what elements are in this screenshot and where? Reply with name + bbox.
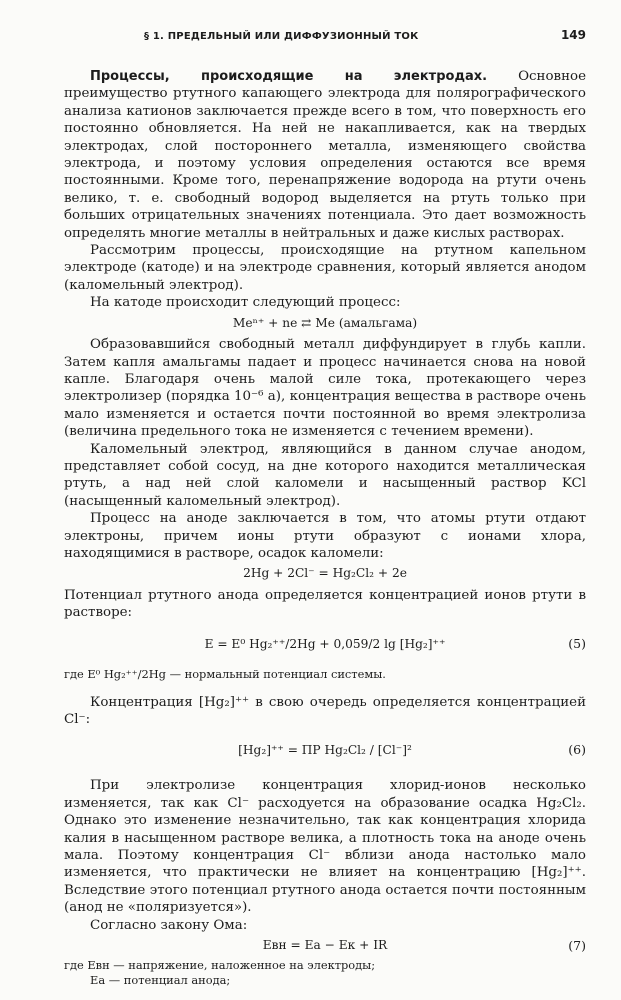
paragraph-text: Основное преимущество ртутного капающего электрода для полярографического анализа катионов заключается прежде всего в том, что поверхность его постоянно обновляется. На ней не накапливается, как на твердых электродах, слой постороннего металла, изменяющего свойства электрода, и поэтому условия определения остаются все время постоянными. Кроме того, перенапряжение водорода на ртути очень велико, т. е. свободный водород выделяется на ртуть только при больших отрицательных значениях потенциала. Это дает возможность определять многие металлы в нейтральных и даже кислых растворах. bbox=[64, 69, 586, 241]
paragraph: Рассмотрим процессы, происходящие на ртутном капельном электроде (катоде) и на электроде сравнения, который является анодом (каломельный электрод). bbox=[64, 243, 586, 293]
formula-7 bbox=[64, 937, 586, 954]
equation-number: (5) bbox=[568, 635, 586, 651]
body-text bbox=[64, 68, 586, 988]
note-line: Eа — потенциал анода; bbox=[90, 973, 231, 988]
formula-6-body: [Hg₂]⁺⁺ = ПР Hg₂Cl₂ / [Cl⁻]² bbox=[238, 743, 412, 758]
paragraph: Потенциал ртутного анода определяется концентрацией ионов ртути в растворе: bbox=[64, 587, 586, 621]
equation-number: (7) bbox=[568, 938, 586, 954]
formula-5-body: E = E⁰ Hg₂⁺⁺/2Hg + 0,059/2 lg [Hg₂]⁺⁺ bbox=[204, 636, 446, 651]
section-title: § 1. ПРЕДЕЛЬНЫЙ ИЛИ ДИФФУЗИОННЫЙ ТОК bbox=[144, 31, 419, 42]
formula-6 bbox=[64, 731, 586, 769]
paragraph: Процесс на аноде заключается в том, что атомы ртути отдают электроны, причем ионы ртути образуют с ионами хлора, находящимися в растворе, осадок каломели: bbox=[64, 511, 586, 561]
paragraph: При электролизе концентрация хлорид-ионов несколько изменяется, так как Cl⁻ расходуется на образование осадка Hg₂Cl₂. Однако это изменение незначительно, так как концентрация хлорида калия в насыщенном растворе велика, а плотность тока на аноде очень мала. Поэтому концентрация Cl⁻ вблизи анода настолько мало изменяется, что практически не влияет на концентрацию [Hg₂]⁺⁺. Вследствие этого потенциал ртутного анода остается почти постоянным (анод не «поляризуется»). bbox=[64, 778, 586, 916]
running-header bbox=[64, 28, 586, 50]
equation-number: (6) bbox=[568, 742, 586, 758]
paragraph: На катоде происходит следующий процесс: bbox=[90, 295, 401, 311]
paragraph: Согласно закону Ома: bbox=[90, 917, 248, 933]
note-line: где Eвн — напряжение, наложенное на электроды; bbox=[64, 958, 376, 973]
run-in-heading: Процессы, происходящие на электродах. bbox=[90, 69, 488, 84]
book-page bbox=[64, 28, 586, 988]
formula-5 bbox=[64, 625, 586, 663]
page-number: 149 bbox=[560, 28, 586, 42]
formula-note bbox=[64, 958, 586, 988]
formula-7-body: Eвн = Eа − Eк + IR bbox=[262, 938, 388, 953]
paragraph: Образовавшийся свободный металл диффундирует в глубь капли. Затем капля амальгамы падает и процесс начинается снова на новой капле. Благодаря очень малой силе тока, протекающего через электролизер (порядка 10⁻⁶ а), концентрация вещества в растворе очень мало изменяется и остается почти постоянной во время электролиза (величина предельного тока не изменяется с течением времени). bbox=[64, 337, 586, 440]
formula-anode: 2Hg + 2Cl⁻ = Hg₂Cl₂ + 2e bbox=[243, 566, 407, 581]
paragraph: Каломельный электрод, являющийся в данном случае анодом, представляет собой сосуд, на дне которого находится металлическая ртуть, а над ней слой каломели и насыщенный раствор KCl (насыщенный каломельный электрод). bbox=[64, 441, 586, 509]
paragraph: Концентрация [Hg₂]⁺⁺ в свою очередь определяется концентрацией Cl⁻: bbox=[64, 694, 586, 727]
formula-note: где E⁰ Hg₂⁺⁺/2Hg — нормальный потенциал системы. bbox=[64, 666, 386, 681]
paragraph bbox=[64, 68, 586, 242]
formula-cathode: Meⁿ⁺ + ne ⇄ Me (амальгама) bbox=[232, 315, 418, 330]
